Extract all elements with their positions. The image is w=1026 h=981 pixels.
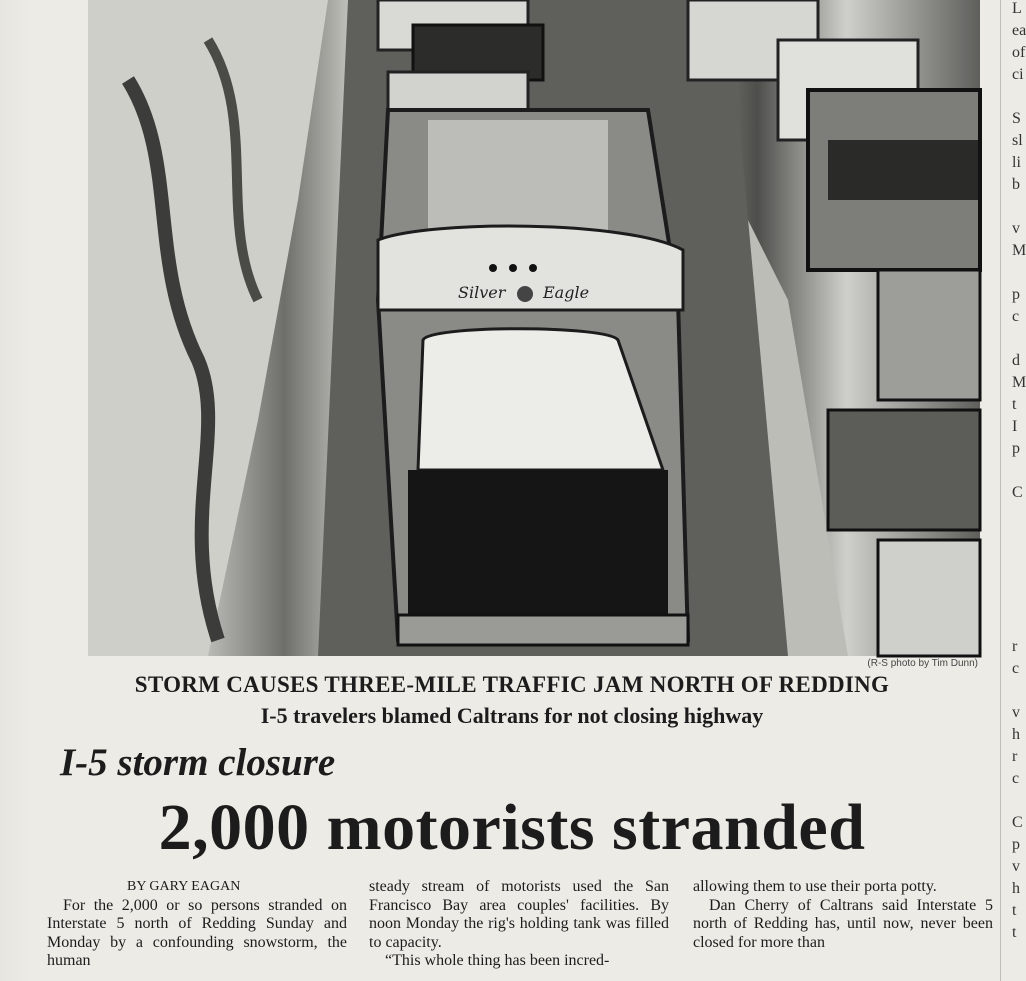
edge-fragment-line — [1012, 198, 1024, 220]
edge-fragment-line: d — [1012, 352, 1020, 369]
article-col2-paragraph-1: steady stream of motorists used the San Francisco Bay area couples' facilities. By noon Monday the rig's holding tank was filled to capacity. — [369, 878, 669, 951]
article-kicker: I-5 storm closure — [60, 741, 336, 784]
edge-fragment-line: c — [1012, 770, 1020, 787]
edge-fragment-line: t — [1012, 902, 1017, 919]
edge-fragment-line: L — [1012, 0, 1022, 17]
edge-fragment-line — [1012, 528, 1024, 550]
edge-fragment-line: b — [1012, 176, 1020, 193]
traffic-jam-photo — [88, 0, 980, 656]
edge-fragment-line: ea — [1012, 22, 1026, 39]
edge-fragment-line — [1012, 88, 1024, 110]
edge-fragment-line: M — [1012, 242, 1026, 259]
edge-fragment-line — [1012, 550, 1024, 572]
photo-caption-subtitle: I-5 travelers blamed Caltrans for not closing highway — [260, 703, 764, 728]
article-headline: 2,000 motorists stranded — [158, 791, 866, 864]
edge-fragment-line: p — [1012, 440, 1020, 457]
edge-fragment-line: sl — [1012, 132, 1023, 149]
edge-fragment-line: p — [1012, 836, 1020, 853]
photo-caption-title: STORM CAUSES THREE-MILE TRAFFIC JAM NORTH OF REDDING — [134, 672, 890, 697]
edge-fragment-line: h — [1012, 726, 1020, 743]
edge-fragment-line: M — [1012, 374, 1026, 391]
edge-fragment-line: v — [1012, 220, 1020, 237]
edge-fragment-line: v — [1012, 858, 1020, 875]
edge-fragment-line: c — [1012, 660, 1020, 677]
photo-illustration — [88, 0, 980, 656]
edge-fragment-line — [1012, 264, 1024, 286]
edge-fragment-line: p — [1012, 286, 1020, 303]
edge-fragment-line — [1012, 682, 1024, 704]
adjacent-column-fragment — [1012, 0, 1024, 981]
article-byline: BY GARY EAGAN — [127, 879, 241, 894]
article-col2-paragraph-2: “This whole thing has been incred- — [385, 952, 610, 969]
photo-credit: (R-S photo by Tim Dunn) — [867, 658, 978, 669]
article-col3-paragraph-1: allowing them to use their porta potty. — [693, 878, 937, 895]
bus-script-left: Silver — [458, 283, 506, 302]
edge-fragment-line: li — [1012, 154, 1021, 171]
edge-fragment-line — [1012, 572, 1024, 594]
edge-fragment-line: ci — [1012, 66, 1024, 83]
edge-fragment-line — [1012, 330, 1024, 352]
article-column-1 — [47, 878, 347, 971]
article-column-3 — [693, 878, 993, 952]
edge-fragment-line — [1012, 506, 1024, 528]
edge-fragment-line: of — [1012, 44, 1026, 61]
edge-fragment-line: v — [1012, 704, 1020, 721]
edge-fragment-line — [1012, 616, 1024, 638]
edge-fragment-line — [1012, 462, 1024, 484]
edge-fragment-line: C — [1012, 814, 1023, 831]
edge-fragment-line: C — [1012, 484, 1023, 501]
edge-fragment-line: I — [1012, 418, 1018, 435]
article-column-2 — [369, 878, 669, 971]
bus-script-right: Eagle — [543, 283, 590, 302]
article-col1-text: For the 2,000 or so persons stranded on Interstate 5 north of Redding Sunday and Monday by a confounding snowstorm, the human — [47, 896, 347, 969]
edge-fragment-line: r — [1012, 638, 1018, 655]
edge-fragment-line — [1012, 594, 1024, 616]
edge-fragment-line: t — [1012, 924, 1017, 941]
edge-fragment-line: S — [1012, 110, 1021, 127]
edge-fragment-line — [1012, 792, 1024, 814]
edge-fragment-line: h — [1012, 880, 1020, 897]
article-col3-paragraph-2: Dan Cherry of Caltrans said Interstate 5 north of Redding has, until now, never been closed for more than — [693, 896, 993, 951]
edge-fragment-line: r — [1012, 748, 1018, 765]
edge-fragment-line: c — [1012, 308, 1020, 325]
edge-fragment-line: t — [1012, 396, 1017, 413]
